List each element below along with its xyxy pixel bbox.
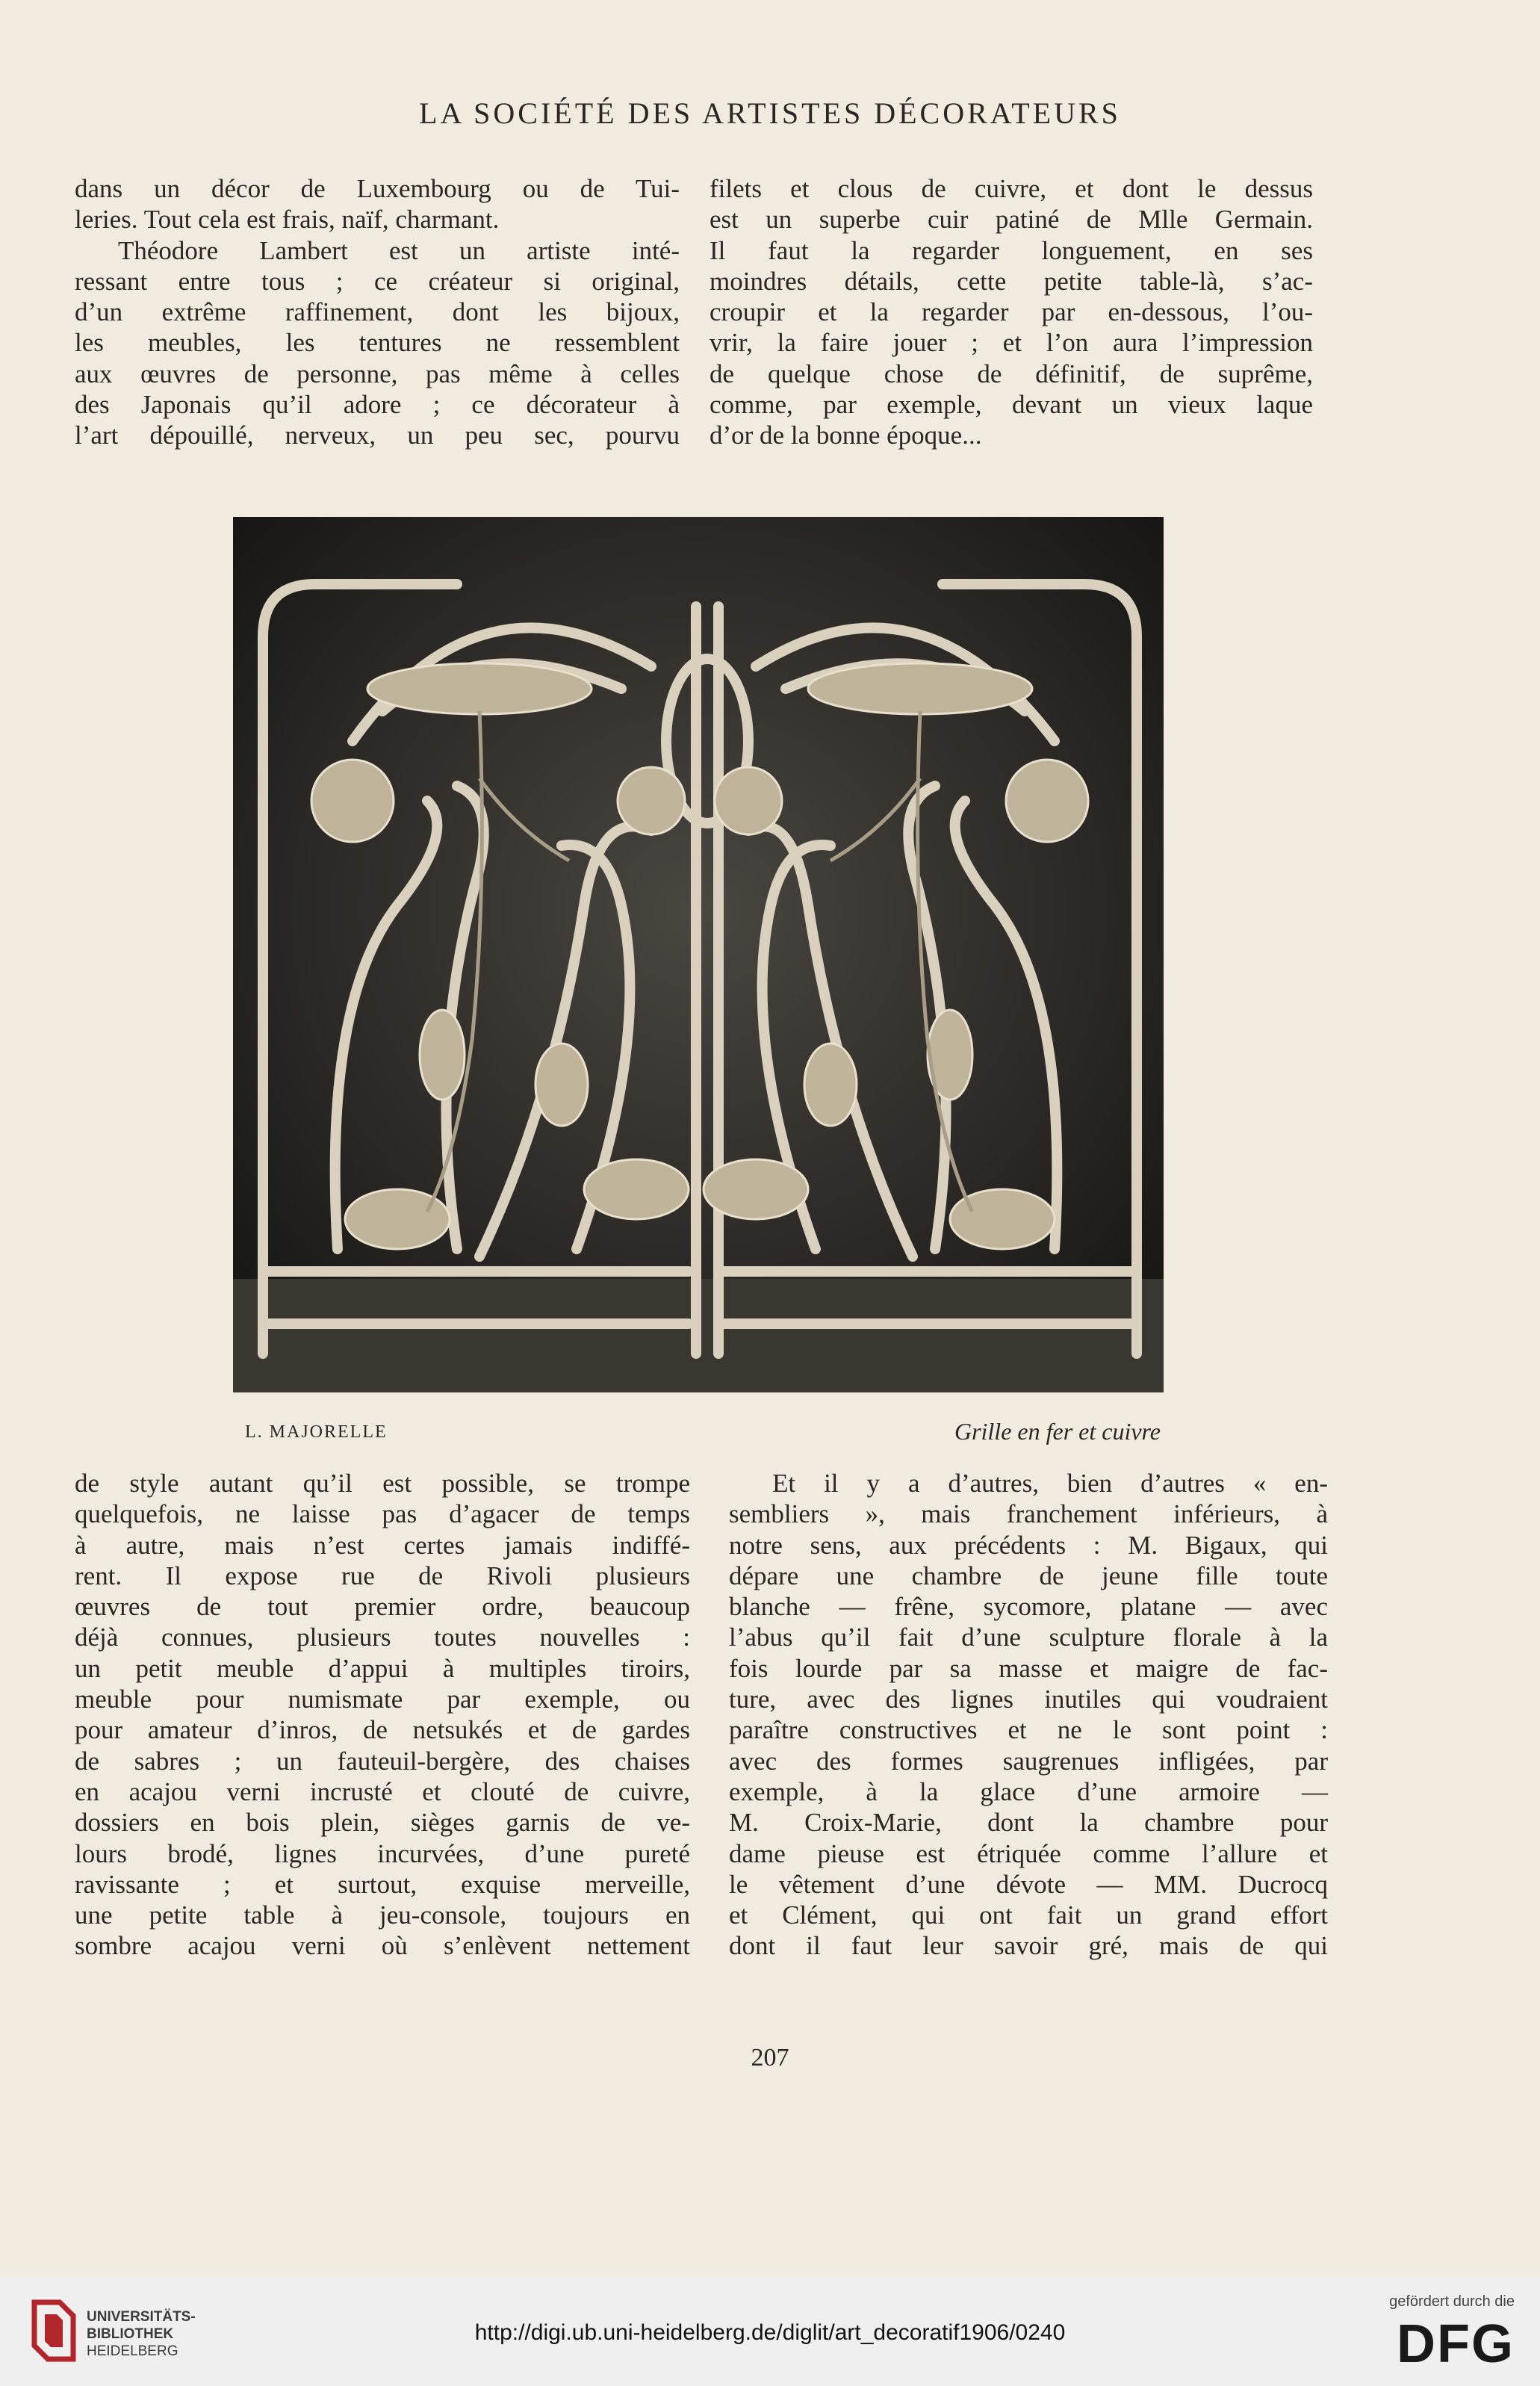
text-line: et Clément, qui ont fait un grand effort xyxy=(729,1900,1328,1930)
running-head: LA SOCIÉTÉ DES ARTISTES DÉCORATEURS xyxy=(419,96,1121,130)
text-line: exemple, à la glace d’une armoire — xyxy=(729,1776,1328,1806)
text-line: d’un extrême raffinement, dont les bijoux, xyxy=(75,297,680,327)
text-line: filets et clous de cuivre, et dont le dessus xyxy=(710,174,1313,203)
text-line: une petite table à jeu-console, toujours en xyxy=(75,1900,690,1930)
text-line: Il faut la regarder longuement, en ses xyxy=(710,235,1313,265)
text-line: dossiers en bois plein, sièges garnis de ve- xyxy=(75,1808,690,1838)
text-line: un petit meuble d’appui à multiples tiroirs, xyxy=(75,1653,690,1683)
text-line: le vêtement d’une dévote — MM. Ducrocq xyxy=(729,1869,1328,1899)
text-line: meuble pour numismate par exemple, ou xyxy=(75,1685,690,1714)
text-line: œuvres de tout premier ordre, beaucoup xyxy=(75,1592,690,1622)
page-number: 207 xyxy=(751,2044,789,2072)
library-name-line: UNIVERSITÄTS- xyxy=(87,2309,196,2325)
grille-illustration xyxy=(233,517,1164,1392)
text-line: paraître constructives et ne le sont point : xyxy=(729,1715,1328,1745)
text-column-bottom-left xyxy=(75,1468,690,1962)
text-line: les meubles, les tentures ne ressemblent xyxy=(75,328,680,358)
text-line: lours brodé, lignes incurvées, d’une pureté xyxy=(75,1838,690,1868)
text-line: comme, par exemple, devant un vieux laque xyxy=(710,390,1313,420)
library-name-line: HEIDELBERG xyxy=(87,2343,178,2359)
text-line: moindres détails, cette petite table-là, s’ac- xyxy=(710,266,1313,296)
text-line: de style autant qu’il est possible, se trompe xyxy=(75,1469,690,1498)
text-line: dépare une chambre de jeune fille toute xyxy=(729,1561,1328,1590)
digitization-footer xyxy=(0,2277,1540,2386)
text-line: croupir et la regarder par en-dessous, l’ou- xyxy=(710,297,1313,327)
library-name-line: BIBLIOTHEK xyxy=(87,2326,174,2342)
text-line: l’art dépouillé, nerveux, un peu sec, pourvu xyxy=(75,421,680,450)
text-line: est un superbe cuir patiné de Mlle Germain. xyxy=(710,205,1313,235)
text-line: leries. Tout cela est frais, naïf, charmant. xyxy=(75,205,500,235)
text-line: de quelque chose de définitif, de suprême, xyxy=(710,359,1313,388)
text-line: aux œuvres de personne, pas même à celles xyxy=(75,359,680,388)
text-line: des Japonais qu’il adore ; ce décorateur à xyxy=(75,390,680,420)
text-line: fois lourde par sa masse et maigre de fac- xyxy=(729,1653,1328,1683)
text-line: de sabres ; un fauteuil-bergère, des chaises xyxy=(75,1746,690,1776)
text-line: à autre, mais n’est certes jamais indiffé- xyxy=(75,1530,690,1560)
text-line: pour amateur d’inros, de netsukés et de gardes xyxy=(75,1715,690,1745)
text-line: notre sens, aux précédents : M. Bigaux, qui xyxy=(729,1530,1328,1560)
text-line: Et il y a d’autres, bien d’autres « en- xyxy=(772,1469,1328,1498)
text-line: rent. Il expose rue de Rivoli plusieurs xyxy=(75,1561,690,1590)
text-line: quelquefois, ne laisse pas d’agacer de temps xyxy=(75,1499,690,1529)
plate-caption-title: Grille en fer et cuivre xyxy=(954,1418,1161,1445)
text-line: vrir, la faire jouer ; et l’on aura l’impression xyxy=(710,328,1313,358)
text-line: Théodore Lambert est un artiste inté- xyxy=(118,235,680,265)
plate-caption-artist: L. MAJORELLE xyxy=(245,1422,388,1442)
text-line: M. Croix-Marie, dont la chambre pour xyxy=(729,1808,1328,1838)
text-column-bottom-right xyxy=(729,1468,1328,1962)
text-column-top-right xyxy=(710,173,1313,451)
text-line: dans un décor de Luxembourg ou de Tui- xyxy=(75,174,680,203)
text-line: dont il faut leur savoir gré, mais de qui xyxy=(729,1931,1328,1961)
text-line: avec des formes saugrenues infligées, par xyxy=(729,1746,1328,1776)
text-line: ressant entre tous ; ce créateur si original, xyxy=(75,266,680,296)
text-line: en acajou verni incrusté et clouté de cuivre, xyxy=(75,1776,690,1806)
funded-by-label: gefördert durch die xyxy=(1389,2293,1515,2310)
text-line: d’or de la bonne époque... xyxy=(710,421,982,450)
text-line: sombre acajou verni où s’enlèvent nettement xyxy=(75,1931,690,1961)
text-line: ture, avec des lignes inutiles qui voudraient xyxy=(729,1685,1328,1714)
text-line: déjà connues, plusieurs toutes nouvelles : xyxy=(75,1623,690,1652)
text-line: blanche — frêne, sycomore, platane — avec xyxy=(729,1592,1328,1622)
dfg-logo: DFG xyxy=(1397,2314,1515,2374)
source-url-link[interactable]: http://digi.ub.uni-heidelberg.de/diglit/art_decoratif1906/0240 xyxy=(474,2320,1066,2345)
text-column-top-left xyxy=(75,173,680,451)
text-line: sembliers », mais franchement inférieurs, à xyxy=(729,1499,1328,1529)
text-line: ravissante ; et surtout, exquise merveille, xyxy=(75,1869,690,1899)
text-line: dame pieuse est étriquée comme l’allure et xyxy=(729,1838,1328,1868)
text-line: l’abus qu’il fait d’une sculpture florale à la xyxy=(729,1623,1328,1652)
wrought-iron-grille-photograph xyxy=(233,517,1164,1392)
